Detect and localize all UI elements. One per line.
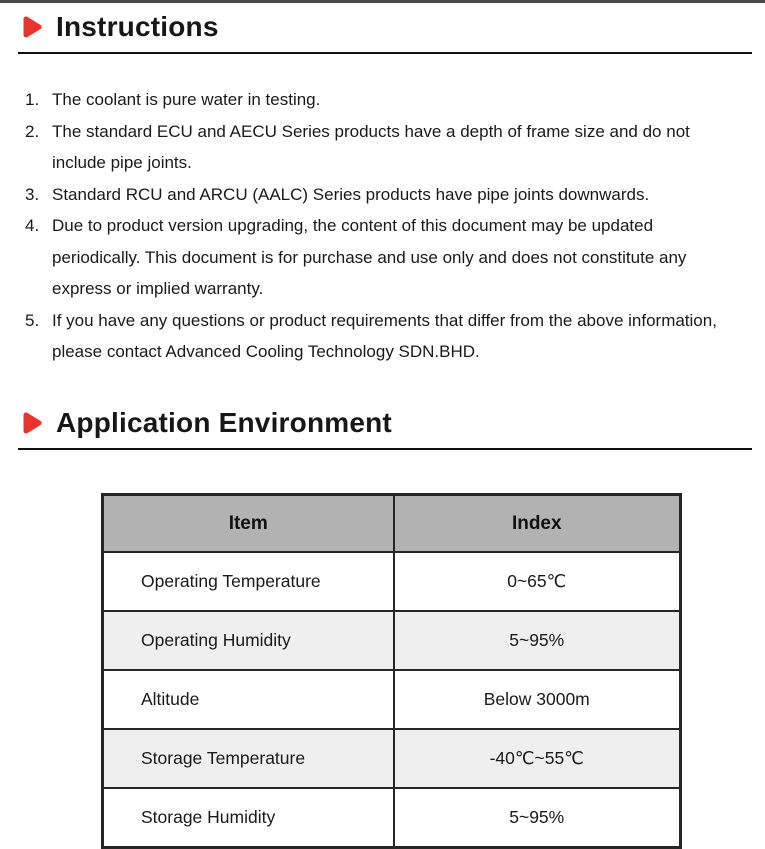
list-item-text: Due to product version upgrading, the content of this document may be updated periodically. This document is for purchase and use only and does not constitute any express or implied warranty. [52, 216, 687, 298]
table-row [103, 552, 681, 611]
table-header-index: Index [394, 495, 681, 553]
instructions-list [25, 84, 740, 368]
list-item-text: The coolant is pure water in testing. [52, 90, 321, 109]
item-cell: Altitude [103, 670, 394, 729]
list-item [25, 179, 740, 211]
item-cell: Storage Humidity [103, 788, 394, 848]
list-item-text: Standard RCU and ARCU (AALC) Series products have pipe joints downwards. [52, 184, 650, 204]
page-top-rule [0, 0, 765, 3]
application-environment-table [101, 493, 682, 849]
item-cell: Operating Humidity [103, 611, 394, 670]
list-item-number: 3. [25, 184, 40, 204]
list-item-number: 2. [25, 121, 40, 141]
list-item [25, 210, 740, 305]
index-cell: 5~95% [394, 788, 681, 848]
red-triangle-bullet-icon [21, 15, 43, 39]
index-cell: 5~95% [394, 611, 681, 670]
list-item-number: 1. [25, 90, 40, 109]
list-item-text: If you have any questions or product requirements that differ from the above information, please contact Advanced Cooling Technology SDN.BHD. [52, 310, 717, 361]
list-item-number: 4. [25, 216, 40, 235]
index-cell: -40℃~55℃ [394, 729, 681, 788]
table-row [103, 670, 681, 729]
red-triangle-bullet-icon [21, 411, 43, 435]
list-item [25, 116, 740, 179]
list-item-text: The standard ECU and AECU Series products have a depth of frame size and do not include pipe joints. [52, 121, 690, 172]
table-header-row [103, 495, 681, 553]
table-row [103, 729, 681, 788]
instructions-heading-title: Instructions [56, 11, 219, 42]
application-environment-heading-title: Application Environment [56, 407, 392, 438]
list-item [25, 84, 740, 116]
section-heading-instructions [18, 10, 752, 54]
table-header-item: Item [103, 495, 394, 553]
index-cell: Below 3000m [394, 670, 681, 729]
index-cell: 0~65℃ [394, 552, 681, 611]
section-heading-application-environment [18, 406, 752, 450]
list-item-number: 5. [25, 310, 40, 330]
list-item [25, 305, 740, 368]
item-cell: Storage Temperature [103, 729, 394, 788]
item-cell: Operating Temperature [103, 552, 394, 611]
table-row [103, 611, 681, 670]
table-row [103, 788, 681, 848]
